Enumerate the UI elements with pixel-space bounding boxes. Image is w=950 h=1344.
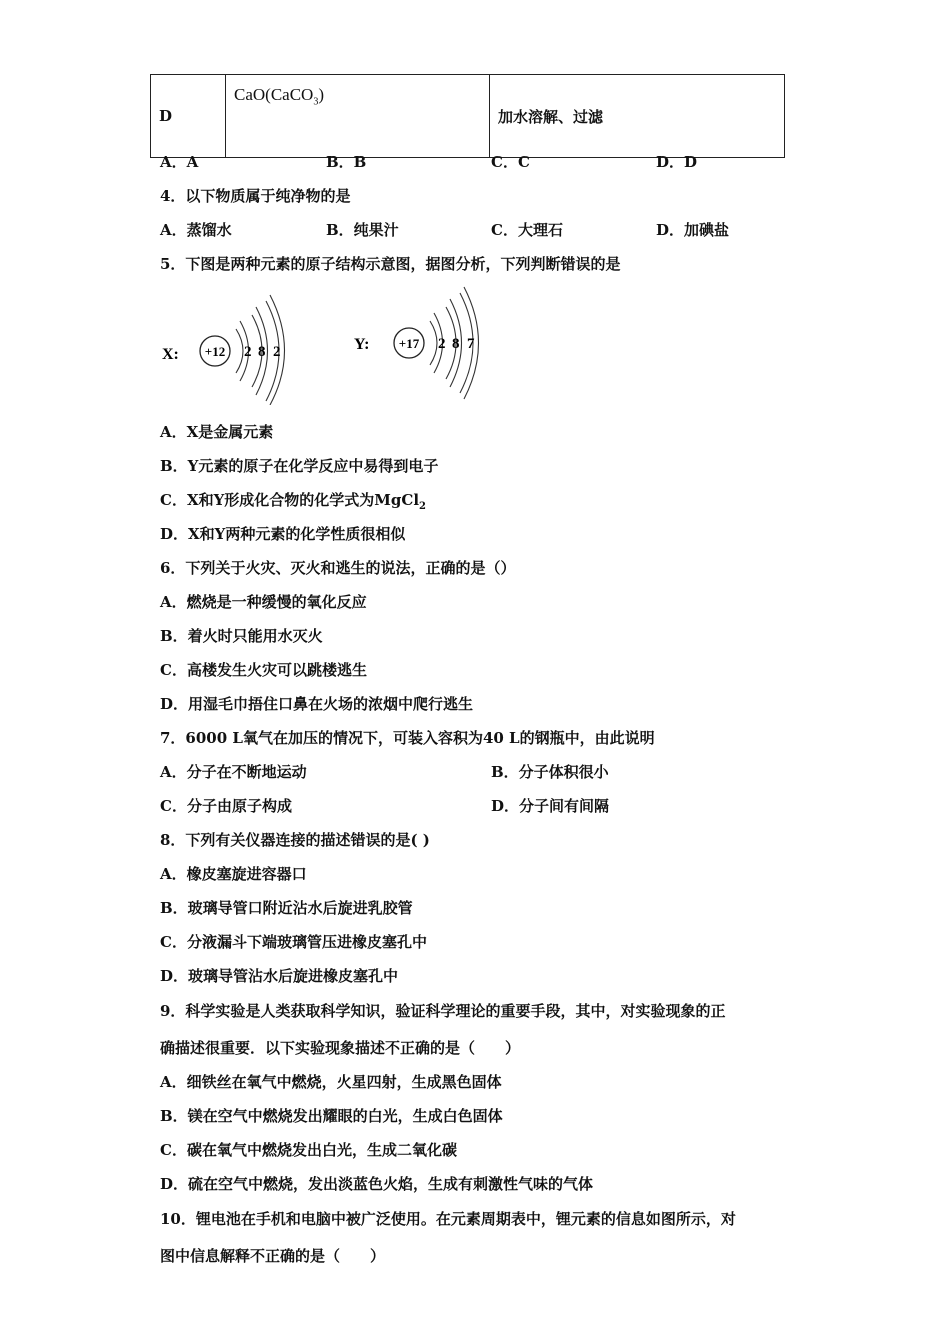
q5-option-c-text: C．X和Y形成化合物的化学式为MgCl	[160, 491, 420, 509]
q7-option-b: B．分子体积很小	[491, 763, 609, 781]
atom-y-shell-1	[430, 321, 437, 365]
q3-option-c: C．C	[491, 153, 530, 171]
q5-option-c	[160, 489, 426, 512]
q6-option-a: A．燃烧是一种缓慢的氧化反应	[160, 593, 367, 611]
q10-stem-line1: 10．锂电池在手机和电脑中被广泛使用。在元素周期表中，锂元素的信息如图所示，对	[160, 1210, 736, 1228]
q9-option-d: D．硫在空气中燃烧，发出淡蓝色火焰，生成有刺激性气味的气体	[160, 1175, 594, 1193]
q6-stem: 6．下列关于火灾、灭火和逃生的说法，正确的是（）	[160, 559, 516, 577]
atom-y-shell-count: 7	[467, 336, 475, 352]
table-cell-method: 加水溶解、过滤	[490, 75, 785, 158]
atom-x-label: X:	[162, 346, 179, 363]
q5-option-d: D．X和Y两种元素的化学性质很相似	[160, 525, 406, 543]
table-row	[151, 75, 785, 158]
q9-option-c: C．碳在氧气中燃烧发出白光，生成二氧化碳	[160, 1141, 457, 1159]
q3-option-a: A．A	[160, 153, 199, 171]
q8-option-c: C．分液漏斗下端玻璃管压进橡皮塞孔中	[160, 933, 427, 951]
atom-x-nucleus: +12	[204, 344, 226, 359]
q5-stem: 5．下图是两种元素的原子结构示意图，据图分析，下列判断错误的是	[160, 255, 621, 273]
q5-option-a: A．X是金属元素	[160, 423, 274, 441]
atom-x-shell-count: 8	[258, 344, 266, 360]
atom-x-shell-1	[236, 329, 243, 373]
formula-sub: 3	[313, 96, 319, 108]
q3-option-b: B．B	[326, 153, 367, 171]
q9-stem-line2: 确描述很重要．以下实验现象描述不正确的是（ ）	[160, 1039, 521, 1057]
atom-y-shell-count: 2	[438, 336, 446, 352]
q3-option-d: D．D	[656, 153, 698, 171]
q8-option-b: B．玻璃导管口附近沾水后旋进乳胶管	[160, 899, 413, 917]
table-cell-option: D	[151, 75, 226, 158]
q8-option-d: D．玻璃导管沾水后旋进橡皮塞孔中	[160, 967, 399, 985]
q7-option-c: C．分子由原子构成	[160, 797, 292, 815]
table-cell-substance	[226, 75, 490, 158]
formula-close: )	[318, 85, 325, 104]
q6-option-c: C．高楼发生火灾可以跳楼逃生	[160, 661, 367, 679]
q4-option-a: A．蒸馏水	[160, 221, 232, 239]
atom-x-shell-count: 2	[244, 344, 252, 360]
q4-option-b: B．纯果汁	[326, 221, 399, 239]
q7-option-a: A．分子在不断地运动	[160, 763, 307, 781]
q4-option-d: D．加碘盐	[656, 221, 730, 239]
atom-y-nucleus: +17	[398, 336, 420, 351]
atom-y-label: Y:	[354, 336, 370, 353]
atom-x-shell-count: 2	[273, 344, 281, 360]
q6-option-d: D．用湿毛巾捂住口鼻在火场的浓烟中爬行逃生	[160, 695, 474, 713]
q8-option-a: A．橡皮塞旋进容器口	[160, 865, 307, 883]
q4-stem: 4．以下物质属于纯净物的是	[160, 187, 351, 205]
atom-y-diagram	[354, 287, 479, 399]
answer-table	[150, 74, 785, 158]
q4-option-c: C．大理石	[491, 221, 563, 239]
q8-stem: 8．下列有关仪器连接的描述错误的是( )	[160, 831, 430, 849]
q9-option-b: B．镁在空气中燃烧发出耀眼的白光，生成白色固体	[160, 1107, 503, 1125]
q7-stem: 7．6000 L氧气在加压的情况下，可装入容积为40 L的钢瓶中，由此说明	[160, 729, 655, 747]
q9-option-a: A．细铁丝在氧气中燃烧，火星四射，生成黑色固体	[160, 1073, 502, 1091]
q5-option-b: B．Y元素的原子在化学反应中易得到电子	[160, 457, 439, 475]
atom-structure-diagram	[150, 285, 510, 405]
q7-option-d: D．分子间有间隔	[491, 797, 610, 815]
formula-main: CaO	[234, 85, 266, 104]
q6-option-b: B．着火时只能用水灭火	[160, 627, 323, 645]
formula-paren: (CaCO	[265, 85, 314, 104]
q5-option-c-sub: 2	[419, 501, 426, 512]
atom-y-shell-count: 8	[452, 336, 460, 352]
q10-stem-line2: 图中信息解释不正确的是（ ）	[160, 1247, 386, 1265]
q9-stem-line1: 9．科学实验是人类获取科学知识，验证科学理论的重要手段，其中，对实验现象的正	[160, 1002, 726, 1020]
atom-x-diagram	[162, 295, 285, 405]
